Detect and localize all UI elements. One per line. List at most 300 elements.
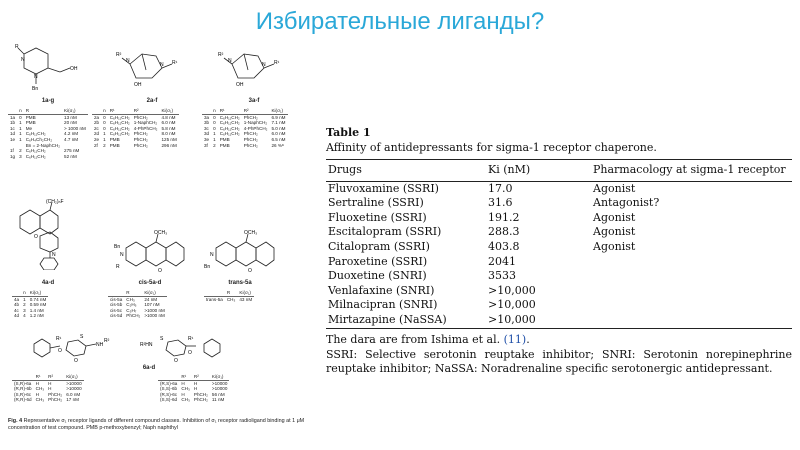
table-cell: C₆H₁₁CH₂ (109, 131, 130, 137)
structure-label: 4a-d (41, 280, 55, 286)
ki-table-3 (202, 108, 288, 148)
table-cell: PhCH₂ (126, 313, 141, 319)
slide-title: Избирательные лиганды? (255, 8, 545, 35)
table-cell: C₆H₁₁CH₂ (25, 131, 46, 137)
table-cell: 26 %ᵃ (271, 142, 284, 148)
column-header: R¹ (181, 374, 187, 379)
table-cell: PMB (25, 114, 36, 120)
table-cell: 6.0 nM (161, 120, 176, 126)
atom-label: N (262, 62, 266, 68)
column-header: n (103, 108, 106, 113)
table-cell: cis-5d (110, 313, 123, 319)
atom-label: N (120, 252, 124, 258)
table-cell: 3a (204, 114, 210, 120)
table-row (326, 225, 792, 240)
atom-label: Bn (114, 244, 121, 250)
atom-label: OCH₃ (154, 230, 168, 236)
table-cell: 4.2 nM (64, 131, 79, 137)
table-cell: 6.5 nM (271, 136, 286, 142)
table-row (12, 302, 48, 308)
ki-table-6 (204, 290, 254, 302)
table-cell: 43 nM (239, 296, 253, 302)
atom-label: O (34, 234, 38, 240)
table-cell: 6.0 nM (66, 391, 81, 397)
table-cell: PhCH₂ (243, 136, 258, 142)
table-cell: CH₃ (181, 397, 190, 403)
table-cell: 56 nM (211, 391, 225, 397)
table-cell: 7.1 nM (271, 120, 286, 126)
table-cell: C₆H₁₁CH₂ (219, 131, 240, 137)
table-cell: H (193, 380, 198, 386)
table1-reference-link[interactable]: (11) (503, 332, 527, 346)
table-cell: C₃H₇ (126, 307, 137, 313)
table-cell: PMB (219, 142, 230, 148)
table-cell: 1 (103, 136, 106, 142)
table-row (158, 397, 229, 403)
table-cell: 5.8 nM (161, 125, 176, 131)
table-cell: 0 (213, 114, 216, 120)
table-cell: 13 nM (64, 114, 77, 120)
table-cell: 2 (103, 142, 106, 148)
table-cell: C₆H₁₁CH₂ (109, 114, 130, 120)
atom-label: O (158, 268, 162, 274)
table-row (8, 154, 88, 160)
table-cell: 6.9 nM (271, 114, 286, 120)
table-cell: > 1000 nM (64, 125, 86, 131)
table-cell: 2a (94, 114, 100, 120)
table-cell: 0 (213, 120, 216, 126)
table-cell: 1 (103, 131, 106, 137)
table-cell: 20 nM (64, 120, 77, 126)
table-cell: >10000 (211, 380, 228, 386)
table-cell: C₆H₁₁CH₂ (219, 114, 240, 120)
column-header: Ki(σ₁) (66, 374, 78, 379)
atom-label: R² (116, 52, 122, 58)
column-header: n (213, 108, 216, 113)
table1-caption: Affinity of antidepressants for sigma-1 receptor chaperone. (326, 141, 657, 154)
table-cell: PMB (109, 136, 120, 142)
table-cell: cis-5b (110, 302, 123, 308)
atom-label: O (74, 358, 78, 362)
ki-table-4 (12, 290, 48, 319)
table-cell: >1000 nM (144, 307, 165, 313)
table-cell: 1 (19, 125, 22, 131)
column-header: R¹ (35, 374, 41, 379)
ki-cell: 288.3 (488, 225, 520, 239)
table1-note-text: The dara are from Ishima et al. (326, 332, 504, 346)
table-cell: 4c (14, 307, 19, 313)
table-cell: (S,S)-6d (160, 397, 178, 403)
table-cell: 3 (23, 307, 26, 313)
table-cell: (S,R)-6c (14, 391, 32, 397)
table-cell: 5.0 nM (271, 125, 286, 131)
ki-cell: 191.2 (488, 210, 520, 224)
table-cell: 6.0 nM (271, 131, 286, 137)
atom-label: N (210, 252, 214, 258)
structure-1 (14, 42, 84, 98)
atom-label: O (188, 350, 192, 356)
atom-label: OCH₃ (244, 230, 258, 236)
table-cell: CH₃ (126, 296, 135, 302)
table-cell: 2b (94, 120, 100, 126)
table-cell: 11 nM (211, 397, 225, 403)
table-header-row (92, 108, 179, 114)
table-row (326, 313, 792, 328)
column-header: Ki(σ₁) (211, 374, 224, 379)
pharmacology-cell: Agonist (593, 181, 636, 195)
table-cell: 1c (10, 125, 15, 131)
pharmacology-cell (593, 298, 792, 313)
column-header: Ki(σ₁) (271, 108, 283, 113)
pharmacology-cell (593, 255, 792, 270)
drug-cell: Mirtazapine (NaSSA) (328, 312, 447, 326)
table-cell: Bn = 2-NaphCH₂ (25, 142, 61, 148)
ki-cell: 31.6 (488, 196, 513, 210)
table-cell: 1g (10, 153, 16, 159)
figure-caption (8, 418, 308, 432)
column-header-ki: Ki (nM) (488, 163, 531, 176)
table-cell: >10000 (211, 386, 228, 392)
ki-table-8 (158, 374, 229, 403)
table-cell: (R,S)-6c (160, 391, 178, 397)
pharmacology-cell: Agonist (593, 239, 636, 253)
table-cell: 1 (23, 296, 26, 302)
atom-label: N (228, 58, 232, 64)
table-cell: 1 (213, 136, 216, 142)
table-row (326, 255, 792, 270)
column-header: n (23, 290, 26, 295)
table-cell: PhCH₂ (48, 397, 63, 403)
table-row (326, 196, 792, 211)
table-cell: Me (25, 125, 33, 131)
atom-label: S (80, 334, 84, 340)
drug-cell: Duoxetine (SNRI) (328, 269, 427, 283)
table-cell: 1 (19, 131, 22, 137)
atom-label: R¹ (56, 336, 62, 342)
table-cell: 1 (213, 131, 216, 137)
table-header-row (202, 108, 288, 114)
structure-4 (12, 198, 90, 270)
drug-cell: Fluoxetine (SSRI) (328, 210, 427, 224)
column-header: Ki(σ₁) (64, 108, 76, 113)
atom-label: R (116, 264, 120, 270)
table-cell: 2e (94, 136, 100, 142)
atom-label: (CH₂)ₙF (46, 199, 64, 205)
table-cell: 3 (19, 153, 22, 159)
atom-label: N (160, 62, 164, 68)
ki-cell: 2041 (488, 254, 516, 268)
drug-cell: Milnacipran (SNRI) (328, 298, 438, 312)
structure-label: 1a-g (41, 98, 55, 104)
table-row (326, 284, 792, 299)
table-cell: 1 (19, 136, 22, 142)
structure-label: 3a-f (248, 98, 260, 104)
table-cell: 107 nM (144, 302, 160, 308)
table-cell: 1d (10, 131, 16, 137)
table-row (326, 211, 792, 226)
atom-label: R² (218, 52, 224, 58)
atom-label: R (15, 44, 19, 50)
table-cell: 1e (10, 136, 16, 142)
structure-label: cis-5a-d (138, 280, 162, 286)
table1 (326, 159, 792, 329)
table-row (8, 137, 88, 143)
ki-table-7 (12, 374, 84, 403)
table-cell: H (181, 380, 185, 386)
table-cell: CH₃ (226, 296, 236, 302)
table-cell: cis-5a (110, 296, 123, 302)
atom-label: R¹ (172, 60, 178, 66)
table-cell: 1-NaphCH₂ (133, 120, 158, 126)
table-cell: PhCH₂ (133, 131, 148, 137)
table-cell: 0 (103, 114, 106, 120)
table1-abbreviations: SSRI: Selective serotonin reuptake inhibitor; SNRI: Serotonin norepinephrine reuptake inhibitor; NaSSA: Noradrenaline specific serotonergic antidepressant. (326, 347, 792, 375)
table-cell: 0.74 nM (29, 296, 47, 302)
atom-label: S (160, 336, 164, 342)
atom-label: R²HN (140, 342, 153, 348)
table-cell: H (35, 380, 39, 386)
column-header: R (226, 290, 231, 295)
table-cell: PhCH₂ (133, 142, 148, 148)
table-cell: C₆H₁₁CH₂ (109, 120, 130, 126)
pharmacology-cell (593, 269, 792, 284)
table-row (202, 143, 288, 149)
table-cell: 1a (10, 114, 16, 120)
pharmacology-cell: Agonist (593, 225, 636, 239)
figure-caption-label: Fig. 4 (8, 418, 23, 424)
pharmacology-cell: Agonist (593, 210, 636, 224)
drug-cell: Venlafaxine (SNRI) (328, 283, 435, 297)
pharmacology-cell (593, 313, 792, 328)
table-cell: 52 nM (64, 153, 77, 159)
structure-3 (218, 42, 288, 98)
table-cell: 1 (19, 120, 22, 126)
figure-panel (8, 40, 308, 445)
table-cell: 4-PhPhCH₂ (133, 125, 158, 131)
table-cell: >1000 nM (144, 313, 165, 319)
table-row (326, 181, 792, 196)
table-row (326, 240, 792, 255)
table-cell: H (48, 380, 52, 386)
table-cell: PhCH₂ (243, 142, 258, 148)
column-header: Ki(σ₁) (29, 290, 42, 295)
atom-label: N (34, 74, 38, 80)
table-cell: 8.0 nM (161, 131, 176, 137)
table-cell: PMB (25, 120, 36, 126)
table-row (326, 269, 792, 284)
column-header: Ki(σ₁) (239, 290, 251, 295)
table-cell: 4-PhPhCH₂ (243, 125, 268, 131)
atom-label: Bn (204, 264, 211, 270)
ki-cell: 3533 (488, 269, 516, 283)
table-cell: H (48, 386, 52, 392)
table-row (92, 137, 179, 143)
table-cell: 1-NaphCH₂ (243, 120, 268, 126)
column-header-pharmacology: Pharmacology at sigma-1 receptor (593, 163, 786, 176)
table-cell: PhCH₂ (243, 131, 258, 137)
column-header: R² (243, 108, 249, 113)
table-cell: (R,S)-6a (160, 380, 178, 386)
table-cell: 275 nM (64, 148, 80, 154)
table-cell: C₆H₁₁CH₂ (219, 125, 240, 131)
table-cell: PhCH₂ (193, 397, 208, 403)
column-header: R (126, 290, 130, 295)
atom-label: R¹ (274, 60, 280, 66)
table-cell: 2f (94, 142, 98, 148)
table-cell: 1b (10, 120, 16, 126)
column-header: R² (193, 374, 199, 379)
ki-table-2 (92, 108, 179, 148)
table-cell: H (193, 386, 198, 392)
table-cell: 4a (14, 296, 20, 302)
table-row (326, 298, 792, 313)
table-cell: H (35, 391, 39, 397)
structure-2 (116, 42, 186, 98)
table1-note (326, 333, 792, 346)
table-cell: 4.8 nM (161, 114, 176, 120)
column-header: Ki(σ₁) (144, 290, 156, 295)
table-cell: >10000 (66, 386, 82, 392)
table-cell: (R,R)-6d (14, 397, 32, 403)
table-cell: 2 (23, 302, 26, 308)
structure-label: trans-5a (228, 280, 252, 286)
ki-table-5 (108, 290, 167, 319)
ki-cell: >10,000 (488, 283, 536, 297)
table-cell: cis-5c (110, 307, 122, 313)
atom-label: OH (70, 66, 78, 72)
table-cell: 2d (94, 131, 100, 137)
table-row (204, 296, 254, 302)
table-row (108, 313, 167, 319)
column-header: R¹ (219, 108, 225, 113)
atom-label: N (21, 57, 25, 63)
table-cell: C₆H₁₁CH₂ (109, 125, 130, 131)
table-cell: 3e (204, 136, 210, 142)
table-cell: (S,S)-6b (160, 386, 178, 392)
column-header-drugs: Drugs (328, 163, 362, 176)
table-cell: CH₃ (35, 386, 45, 392)
table1-block (326, 126, 792, 376)
table-cell: 0 (19, 114, 22, 120)
table-cell: 0 (103, 125, 106, 131)
table-cell: C₂H₅ (126, 302, 137, 308)
column-header: n (19, 108, 22, 113)
ki-cell: >10,000 (488, 298, 536, 312)
table-cell: PhCH₂ (193, 391, 208, 397)
column-header: R² (133, 108, 139, 113)
atom-label: O (248, 268, 252, 274)
table-cell: 1.4 nM (29, 307, 44, 313)
table-cell: PMB (109, 142, 120, 148)
column-header: R² (48, 374, 53, 379)
atom-label: OH (236, 82, 244, 88)
table-cell: 4b (14, 302, 20, 308)
table-cell: 2c (94, 125, 99, 131)
table-cell: PhCH₂ (48, 391, 63, 397)
column-header: R (25, 108, 30, 113)
ki-cell: 403.8 (488, 239, 520, 253)
atom-label: R² (104, 338, 110, 344)
table-cell: 4 (23, 313, 26, 319)
table-cell: 2 (19, 148, 22, 154)
table-cell: PhCH₂ (133, 114, 148, 120)
atom-label: OH (134, 82, 142, 88)
drug-cell: Escitalopram (SSRI) (328, 225, 442, 239)
table-cell: CH₃ (181, 386, 190, 392)
drug-cell: Citalopram (SSRI) (328, 239, 430, 253)
pharmacology-cell (593, 284, 792, 299)
atom-label: Bn (32, 86, 39, 92)
structure-5 (114, 228, 188, 278)
atom-label: O (58, 348, 62, 354)
table-cell: H (181, 391, 185, 397)
atom-label: R¹ (188, 336, 194, 342)
table-cell: trans-5a (206, 296, 223, 302)
atom-label: N (52, 252, 56, 258)
table-cell: C₆H₁₁CH₂ (25, 148, 46, 154)
structure-label: 6a-d (142, 365, 156, 371)
table-cell: >10000 (66, 380, 82, 386)
drug-cell: Sertraline (SSRI) (328, 196, 424, 210)
table-cell: PMB (219, 136, 230, 142)
figure-caption-text: Representative σ₁ receptor ligands of different compound classes. Inhibition of σ₁ receptor radioligand binding at 1 μM concentration of test compound. PMB p-methoxybenzyl; Naph naphthyl (8, 418, 305, 431)
drug-cell: Paroxetine (SSRI) (328, 254, 428, 268)
table-row (202, 120, 288, 126)
table-row (202, 137, 288, 143)
ki-cell: 17.0 (488, 181, 513, 195)
drug-cell: Fluvoxamine (SSRI) (328, 181, 439, 195)
table-cell: PhCH₂ (133, 136, 148, 142)
atom-label: O (174, 358, 178, 362)
table-cell: C₆H₄Ch₂CH₂ (25, 136, 53, 142)
table-cell: 0.59 nM (29, 302, 47, 308)
pharmacology-cell: Antagonist? (593, 196, 660, 210)
table1-label: Table 1 (326, 126, 371, 139)
table-cell: 24 nM (144, 296, 158, 302)
table-cell: 4.7 nM (64, 136, 79, 142)
table-cell: PhCH₂ (243, 114, 258, 120)
atom-label: NH (96, 342, 104, 348)
table-cell: CH₃ (35, 397, 45, 403)
table-cell: (R,R)-6b (14, 386, 32, 392)
table-cell: 3b (204, 120, 210, 126)
table-header-row (326, 160, 792, 182)
table-cell: 125 nM (161, 136, 177, 142)
table1-note-end: . (526, 332, 530, 346)
table-cell: 296 nM (161, 142, 177, 148)
table-cell: C₆H₁₁CH₂ (25, 153, 46, 159)
column-header: R¹ (109, 108, 115, 113)
table-cell: 2 (213, 142, 216, 148)
table-cell: C₆H₁₁CH₂ (219, 120, 240, 126)
column-header: Ki(σ₁) (161, 108, 173, 113)
table-cell: 0 (213, 125, 216, 131)
ki-table-1 (8, 108, 88, 159)
table-row (158, 386, 229, 392)
table-row (92, 120, 179, 126)
table-row (12, 397, 84, 403)
table-cell: 0 (103, 120, 106, 126)
ki-cell: >10,000 (488, 312, 536, 326)
table-row (12, 386, 84, 392)
table-row (12, 313, 48, 319)
table-cell: (S,R)-6a (14, 380, 32, 386)
table-cell: 17 nM (66, 397, 79, 403)
table-cell: 3f (204, 142, 208, 148)
table-cell: 1f (10, 148, 14, 154)
table-cell: 1.2 nM (29, 313, 44, 319)
table-cell: 3d (204, 131, 210, 137)
